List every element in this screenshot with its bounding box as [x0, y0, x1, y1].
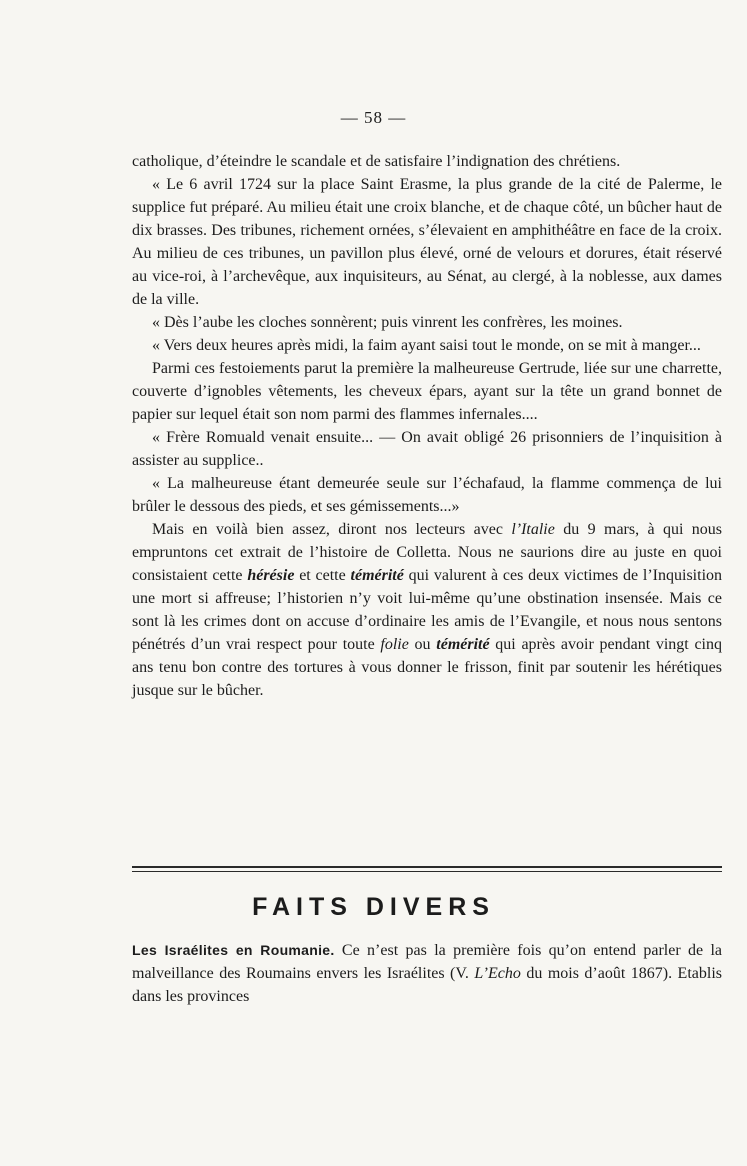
text-segment: et cette — [294, 567, 351, 584]
text-segment: témérité — [436, 636, 490, 653]
text-segment: Parmi ces festoiements parut la première la malheureuse Gertrude, liée sur une charrette, couverte d’ignobles vêtements, les cheveux épars, ayant sur la tête un grand bonnet de papier sur lequel était son nom parmi des flammes infernales.... — [132, 360, 722, 423]
text-segment: du 9 mars, à qui nous empruntons cet extrait de l’histoire de Colletta. Nous ne saurions dire au juste en quoi consistaient cette — [132, 521, 723, 584]
section-title: FAITS DIVERS — [252, 893, 495, 921]
paragraph — [132, 472, 722, 518]
text-segment: qui après avoir pendant vingt cinq ans tenu bon contre des tortures à vous donner le frisson, finit par soutenir les hérétiques jusque sur le bûcher. — [132, 636, 723, 699]
text-segment: témérité — [350, 567, 404, 584]
text-segment: folie — [380, 636, 409, 653]
news-text — [132, 939, 722, 1008]
main-text — [132, 150, 722, 702]
text-segment: « Dès l’aube les cloches sonnèrent; puis vinrent les confrères, les moines. — [152, 314, 623, 331]
text-segment: du mois d’août 1867). Etablis dans les provinces — [132, 965, 722, 1005]
paragraph — [132, 334, 722, 357]
text-segment: hérésie — [247, 567, 295, 584]
paragraph — [132, 150, 722, 173]
paragraph — [132, 173, 722, 311]
text-segment: « La malheureuse étant demeurée seule sur l’échafaud, la flamme commença de lui brûler le dessous des pieds, et ses gémissements...» — [132, 475, 722, 515]
paragraph — [132, 357, 722, 426]
news-paragraph — [132, 939, 722, 1008]
paragraph — [132, 426, 722, 472]
paragraph — [132, 311, 722, 334]
text-segment: qui valurent à ces deux victimes de l’Inquisition une mort si affreuse; l’historien n’y voit lui-même qu’une obstination insensée. Mais ce sont là les crimes dont on accuse d’ordinaire les amis de l’Evangile, et nous nous sentons pénétrés d’un vrai respect pour toute — [132, 567, 723, 653]
news-heading: Les Israélites en Roumanie. — [132, 942, 335, 958]
text-segment: « Le 6 avril 1724 sur la place Saint Erasme, la plus grande de la cité de Palerme, le supplice fut préparé. Au milieu était une croix blanche, et de chaque côté, un bûcher haut de dix brasses. Des tribunes, richement ornées, s’élevaient en amphithéâtre en face de la croix. Au milieu de ces tribunes, un pavillon plus élevé, orné de velours et dorures, était réservé au vice-roi, à l’archevêque, aux inquisiteurs, au Sénat, au clergé, à la noblesse, aux dames de la ville. — [132, 176, 722, 308]
text-segment: catholique, d’éteindre le scandale et de satisfaire l’indignation des chrétiens. — [132, 153, 621, 170]
text-segment: « Frère Romuald venait ensuite... — On avait obligé 26 prisonniers de l’inquisition à assister au supplice.. — [132, 429, 722, 469]
page-number: — 58 — — [340, 108, 407, 127]
section-divider — [132, 866, 722, 875]
text-segment: « Vers deux heures après midi, la faim ayant saisi tout le monde, on se mit à manger... — [152, 337, 701, 354]
text-segment: l’Italie — [511, 521, 555, 538]
text-segment: ou — [408, 636, 437, 653]
text-segment: Mais en voilà bien assez, diront nos lecteurs avec — [152, 521, 512, 538]
text-segment: L’Echo — [474, 965, 521, 982]
text-segment: Ce n’est pas la première fois qu’on entend parler de la malveillance des Roumains envers les Israélites (V. — [132, 942, 723, 982]
paragraph — [132, 518, 722, 702]
